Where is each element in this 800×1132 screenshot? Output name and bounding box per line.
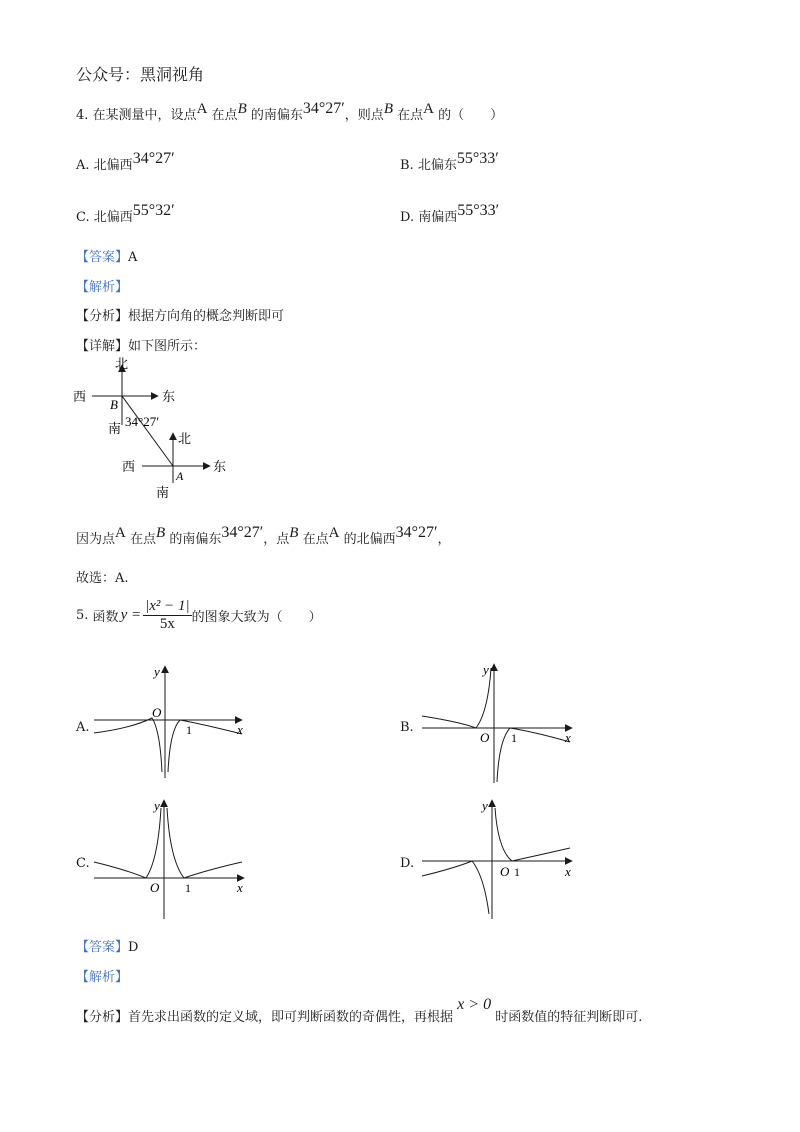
point-a: A bbox=[328, 525, 340, 541]
q4-fenxi bbox=[76, 305, 284, 324]
label-west-1: 西 bbox=[73, 389, 87, 404]
because-text: 在点 bbox=[130, 532, 157, 547]
option-angle: 55°33′ bbox=[456, 150, 499, 167]
y-label: y bbox=[483, 662, 489, 677]
xiangjie-tag: 【详解】 bbox=[76, 339, 129, 354]
curve-right bbox=[168, 720, 242, 772]
because-text: ，点 bbox=[263, 532, 290, 547]
curve-right bbox=[495, 808, 570, 861]
y-label: y bbox=[154, 798, 160, 813]
curve-right bbox=[497, 728, 570, 782]
option-label: A. bbox=[76, 158, 90, 173]
q5-option-b[interactable] bbox=[400, 720, 414, 735]
jiexi-tag: 【解析】 bbox=[76, 280, 129, 295]
fenxi-text: 根据方向角的概念判断即可 bbox=[128, 309, 285, 324]
angle-value: 34°27′ bbox=[302, 100, 345, 117]
curve-left bbox=[422, 861, 489, 914]
q4-stem-text: ，则点 bbox=[344, 108, 384, 123]
q4-stem-text: 在点 bbox=[397, 108, 424, 123]
q4-stem-text: 的南偏东 bbox=[250, 108, 303, 123]
x-label: x bbox=[565, 730, 571, 745]
curve-right bbox=[167, 808, 242, 878]
angle-value: 34°27′ bbox=[221, 524, 264, 541]
option-label: A. bbox=[76, 720, 90, 735]
q4-stem-text: 在某测量中，设点 bbox=[92, 108, 197, 123]
option-angle: 34°27′ bbox=[132, 150, 175, 167]
q4-stem-text: 的（ ） bbox=[438, 108, 504, 123]
one-label: 1 bbox=[514, 865, 520, 879]
q5-stem bbox=[76, 598, 322, 633]
x-label: x bbox=[565, 864, 571, 879]
function-denominator: 5x bbox=[143, 615, 192, 633]
label-angle: 34°27′ bbox=[125, 414, 160, 429]
curve-left bbox=[94, 718, 162, 772]
because-text: 在点 bbox=[302, 532, 329, 547]
fenxi-text: 时函数值的特征判断即可. bbox=[495, 1010, 643, 1025]
function-fraction bbox=[143, 598, 192, 633]
q4-choose bbox=[76, 567, 129, 586]
label-south-2: 南 bbox=[156, 485, 170, 500]
option-label: D. bbox=[400, 856, 415, 871]
graph-a[interactable] bbox=[92, 660, 252, 780]
function-numerator: |x² − 1| bbox=[145, 598, 190, 614]
watermark bbox=[76, 62, 204, 85]
point-b: B bbox=[289, 525, 299, 541]
option-direction: 北偏东 bbox=[417, 158, 457, 173]
q5-option-d[interactable] bbox=[400, 856, 414, 871]
q4-xiangjie bbox=[76, 335, 206, 354]
answer-value: D bbox=[128, 940, 139, 955]
fenxi-tag: 【分析】 bbox=[76, 1010, 129, 1025]
function-lhs: y = bbox=[120, 607, 142, 623]
q4-because bbox=[76, 524, 451, 548]
point-a: A bbox=[196, 101, 208, 117]
answer-tag: 【答案】 bbox=[76, 250, 129, 265]
one-label: 1 bbox=[185, 881, 191, 895]
q4-option-d[interactable] bbox=[400, 202, 500, 226]
because-text: 的北偏西 bbox=[343, 532, 396, 547]
label-north-1: 北 bbox=[115, 356, 129, 371]
q4-stem-text: 在点 bbox=[211, 108, 238, 123]
curve-left bbox=[422, 668, 491, 728]
xiangjie-text: 如下图所示： bbox=[128, 339, 207, 354]
option-label: C. bbox=[76, 210, 90, 225]
option-label: B. bbox=[400, 720, 414, 735]
option-label: B. bbox=[400, 158, 414, 173]
q5-answer bbox=[76, 936, 138, 955]
direction-diagram bbox=[70, 355, 240, 505]
graph-d[interactable] bbox=[420, 796, 580, 921]
x-label: x bbox=[237, 880, 243, 895]
q4-answer bbox=[76, 246, 137, 265]
origin-label: O bbox=[480, 730, 490, 745]
q5-jiexi bbox=[76, 966, 128, 985]
jiexi-tag: 【解析】 bbox=[76, 970, 129, 985]
x-label: x bbox=[237, 722, 243, 737]
origin-label: O bbox=[152, 705, 162, 720]
point-b: B bbox=[156, 525, 166, 541]
q4-jiexi bbox=[76, 276, 128, 295]
y-label: y bbox=[482, 798, 488, 813]
q5-number: 5. bbox=[76, 608, 89, 623]
point-b: B bbox=[383, 101, 393, 117]
answer-tag: 【答案】 bbox=[76, 940, 129, 955]
label-south-1: 南 bbox=[108, 421, 122, 436]
fenxi-text: 首先求出函数的定义域，即可判断函数的奇偶性，再根据 bbox=[128, 1010, 454, 1025]
origin-label: O bbox=[500, 864, 510, 879]
answer-value: A bbox=[128, 250, 138, 265]
fenxi-tag: 【分析】 bbox=[76, 309, 129, 324]
label-b: B bbox=[110, 397, 118, 412]
label-north-2: 北 bbox=[178, 431, 192, 446]
q5-stem-text: 函数 bbox=[92, 610, 119, 625]
watermark-text: 公众号：黑洞视角 bbox=[76, 65, 205, 84]
choose-text: 故选：A. bbox=[76, 571, 129, 586]
option-angle: 55°33′ bbox=[457, 202, 500, 219]
segment-ba bbox=[122, 396, 173, 466]
y-label: y bbox=[154, 664, 160, 679]
graph-b[interactable] bbox=[420, 660, 580, 785]
point-a: A bbox=[423, 101, 434, 117]
option-angle: 55°32′ bbox=[132, 202, 175, 219]
q4-option-c[interactable] bbox=[76, 202, 175, 226]
one-label: 1 bbox=[511, 731, 517, 745]
option-label: C. bbox=[76, 856, 90, 871]
q5-option-c[interactable] bbox=[76, 856, 90, 871]
curve-left bbox=[94, 808, 161, 878]
point-a: A bbox=[115, 525, 126, 541]
point-b: B bbox=[237, 101, 247, 117]
graph-c[interactable] bbox=[92, 796, 252, 921]
q5-fenxi bbox=[76, 996, 643, 1026]
option-direction: 北偏西 bbox=[93, 158, 133, 173]
because-text: 因为点 bbox=[76, 532, 116, 547]
q4-option-b[interactable] bbox=[400, 150, 499, 174]
because-text: 的南偏东 bbox=[169, 532, 222, 547]
one-label: 1 bbox=[186, 723, 192, 737]
fenxi-condition: x > 0 bbox=[457, 996, 492, 1013]
origin-label: O bbox=[150, 880, 160, 895]
angle-value: 34°27′ bbox=[395, 524, 438, 541]
label-a: A bbox=[176, 469, 184, 483]
label-west-2: 西 bbox=[122, 459, 136, 474]
because-text: ， bbox=[437, 532, 451, 547]
q5-stem-text: 的图象大致为（ ） bbox=[191, 610, 322, 625]
option-label: D. bbox=[400, 210, 415, 225]
q4-number: 4. bbox=[76, 108, 89, 123]
label-east-1: 东 bbox=[162, 389, 176, 404]
q4-option-a[interactable] bbox=[76, 150, 175, 174]
option-direction: 北偏西 bbox=[93, 210, 133, 225]
option-direction: 南偏西 bbox=[418, 210, 458, 225]
label-east-2: 东 bbox=[213, 459, 227, 474]
q4-stem bbox=[76, 100, 504, 124]
q5-option-a[interactable] bbox=[76, 720, 90, 735]
